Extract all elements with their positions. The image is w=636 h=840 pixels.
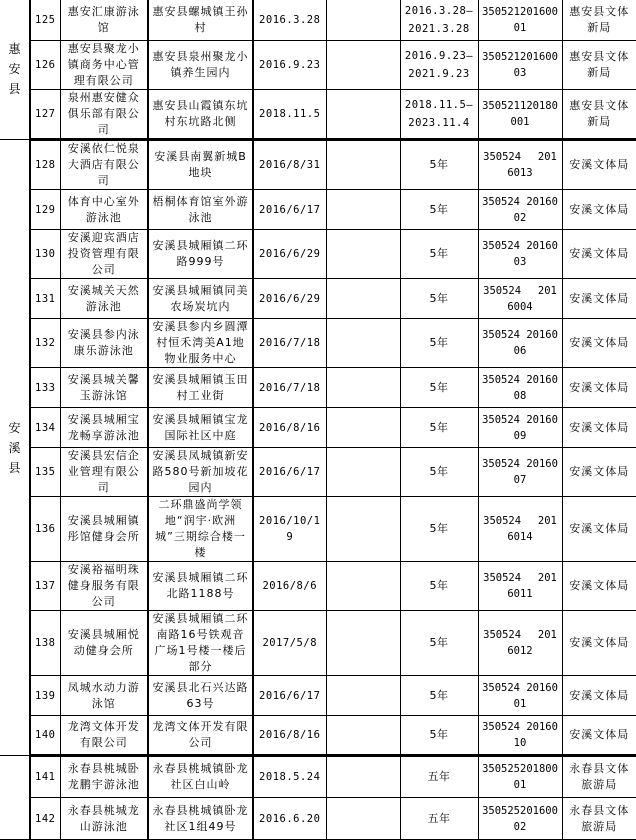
validity-period: 5年 [400,190,478,230]
row-number: 138 [30,611,60,676]
table-row [0,798,636,840]
facility-name: 安溪县宏信企业管理有限公司 [60,448,148,497]
facility-address: 安溪县凤城镇新安路580号新加坡花园内 [148,448,253,497]
facility-address: 安溪县城厢镇宝龙国际社区中庭 [148,408,253,448]
table-row [0,230,636,279]
issue-date: 2016/6/17 [253,676,326,716]
validity-period: 5年 [400,497,478,562]
license-number: 350524 2016006 [478,319,562,368]
license-number: 350524 2016014 [478,497,562,562]
license-number: 35052520160002 [478,798,562,840]
facility-name: 安溪县城关馨玉游泳馆 [60,368,148,408]
license-number: 350524 2016001 [478,676,562,716]
row-number: 136 [30,497,60,562]
row-number: 131 [30,279,60,319]
validity-period: 5年 [400,562,478,611]
facility-address: 安溪县北石兴达路63号 [148,676,253,716]
facility-name: 永春县桃城龙山游泳池 [60,798,148,840]
facility-address: 永春县桃城镇卧龙社区1组49号 [148,798,253,840]
empty-cell [326,448,400,497]
issue-date: 2018.11.5 [253,90,326,140]
validity-period: 5年 [400,676,478,716]
validity-period: 5年 [400,716,478,756]
facility-name: 惠安汇康游泳馆 [60,0,148,41]
validity-period: 2016.9.23–​2021.9.23 [400,41,478,90]
issue-date: 2016/6/29 [253,230,326,279]
validity-period: 5年 [400,319,478,368]
table-row [0,41,636,90]
table-row [0,319,636,368]
facility-address: 安溪县城厢镇玉田村工业街 [148,368,253,408]
validity-period: 5年 [400,448,478,497]
validity-period: 5年 [400,140,478,190]
license-number: 350524 2016007 [478,448,562,497]
issuing-authority: 惠安县文体新局 [562,0,636,41]
facility-name: 安溪县参内泳康乐游泳池 [60,319,148,368]
empty-cell [326,140,400,190]
region-cell [0,140,30,756]
issuing-authority: 安溪文体局 [562,319,636,368]
issue-date: 2016/8/16 [253,408,326,448]
table-row [0,497,636,562]
table-row [0,611,636,676]
license-number: 350524 2016011 [478,562,562,611]
facility-address: 安溪县城厢镇二环南路16号铁观音广场1号楼一楼后部分 [148,611,253,676]
facility-address: 龙湾文体开发有限公司 [148,716,253,756]
facility-address: 梧桐体育馆室外游泳池 [148,190,253,230]
facility-name: 安溪迎宾酒店投资管理有限公司 [60,230,148,279]
issue-date: 2016/10/19 [253,497,326,562]
license-number: 350524 2016004 [478,279,562,319]
issue-date: 2016.3.28 [253,0,326,41]
table-row [0,140,636,190]
table-row [0,716,636,756]
row-number: 135 [30,448,60,497]
row-number: 142 [30,798,60,840]
facility-name: 安溪县城厢悦动健身会所 [60,611,148,676]
empty-cell [326,319,400,368]
row-number: 134 [30,408,60,448]
row-number: 139 [30,676,60,716]
issuing-authority: 安溪文体局 [562,611,636,676]
issue-date: 2016/8/16 [253,716,326,756]
issue-date: 2016/6/17 [253,448,326,497]
issuing-authority: 安溪文体局 [562,230,636,279]
table-row [0,408,636,448]
issue-date: 2016.9.23 [253,41,326,90]
row-number: 133 [30,368,60,408]
issuing-authority: 安溪文体局 [562,497,636,562]
issue-date: 2016/8/6 [253,562,326,611]
row-number: 137 [30,562,60,611]
region-cell [0,0,30,140]
issuing-authority: 安溪文体局 [562,408,636,448]
issuing-authority: 安溪文体局 [562,676,636,716]
empty-cell [326,408,400,448]
row-number: 127 [30,90,60,140]
empty-cell [326,368,400,408]
license-number: 350524 2016012 [478,611,562,676]
issuing-authority: 惠安县文体新局 [562,90,636,140]
empty-cell [326,0,400,41]
row-number: 130 [30,230,60,279]
empty-cell [326,41,400,90]
table-row [0,190,636,230]
issue-date: 2016.6.20 [253,798,326,840]
row-number: 129 [30,190,60,230]
validity-period: 五年 [400,798,478,840]
region-cell [0,756,30,840]
issuing-authority: 永春县文体旅游局 [562,756,636,798]
table-row [0,756,636,798]
issuing-authority: 安溪文体局 [562,368,636,408]
facility-name: 安溪县城厢宝龙畅享游泳池 [60,408,148,448]
validity-period: 2016.3.28–​2021.3.28 [400,0,478,41]
empty-cell [326,562,400,611]
empty-cell [326,676,400,716]
license-number: 350524 2016009 [478,408,562,448]
validity-period: 5年 [400,279,478,319]
empty-cell [326,190,400,230]
facility-name: 体育中心室外游泳池 [60,190,148,230]
issuing-authority: 安溪文体局 [562,716,636,756]
facility-address: 惠安县山霞镇东坑村东坑路北侧 [148,90,253,140]
license-number: 350524 2016002 [478,190,562,230]
row-number: 126 [30,41,60,90]
row-number: 140 [30,716,60,756]
empty-cell [326,279,400,319]
validity-period: 5年 [400,368,478,408]
facility-name: 安溪裕福明珠健身服务有限公司 [60,562,148,611]
facility-name: 凤城水动力游泳馆 [60,676,148,716]
license-number: 350521120180001 [478,90,562,140]
facility-address: 安溪县南翼新城B地块 [148,140,253,190]
facility-name: 安溪城关天然游泳池 [60,279,148,319]
table-row [0,90,636,140]
issue-date: 2016/6/17 [253,190,326,230]
table-row [0,562,636,611]
issuing-authority: 安溪文体局 [562,140,636,190]
issuing-authority: 安溪文体局 [562,448,636,497]
issue-date: 2016/6/29 [253,279,326,319]
row-number: 132 [30,319,60,368]
table-row [0,368,636,408]
issue-date: 2016/8/31 [253,140,326,190]
license-number: 35052120160003 [478,41,562,90]
facility-name: 安溪依仁悦泉大酒店有限公司 [60,140,148,190]
facility-address: 安溪县城厢镇二环北路1188号 [148,562,253,611]
issuing-authority: 永春县文体旅游局 [562,798,636,840]
facility-name: 惠安县聚龙小镇商务中心管理有限公司 [60,41,148,90]
empty-cell [326,90,400,140]
validity-period: 5年 [400,408,478,448]
facility-name: 泉州惠安健众俱乐部有限公司 [60,90,148,140]
empty-cell [326,756,400,798]
facility-address: 惠安县螺城镇王孙村 [148,0,253,41]
issuing-authority: 惠安县文体新局 [562,41,636,90]
validity-period: 5年 [400,611,478,676]
validity-period: 5年 [400,230,478,279]
license-number: 350524 2016008 [478,368,562,408]
empty-cell [326,716,400,756]
empty-cell [326,230,400,279]
empty-cell [326,798,400,840]
validity-period: 2018.11.5–​2023.11.4 [400,90,478,140]
table-row [0,448,636,497]
facility-address: 安溪县参内乡圆潭村恒禾湾美A1地物业服务中心 [148,319,253,368]
facility-address: 安溪县城厢镇同美农场炭坑内 [148,279,253,319]
facility-name: 龙湾文体开发有限公司 [60,716,148,756]
row-number: 125 [30,0,60,41]
table-row [0,676,636,716]
issue-date: 2017/5/8 [253,611,326,676]
facility-name: 安溪县城厢镇彤馆健身会所 [60,497,148,562]
facility-name: 永春县桃城卧龙鹏宇游泳池 [60,756,148,798]
issuing-authority: 安溪文体局 [562,190,636,230]
license-number: 350524 2016013 [478,140,562,190]
issuing-authority: 安溪文体局 [562,562,636,611]
license-number: 350524 2016003 [478,230,562,279]
license-number: 35052520180001 [478,756,562,798]
row-number: 141 [30,756,60,798]
issue-date: 2016/7/18 [253,368,326,408]
license-number: 350524 2016010 [478,716,562,756]
table-row [0,279,636,319]
issue-date: 2018.5.24 [253,756,326,798]
validity-period: 五年 [400,756,478,798]
facility-address: 惠安县泉州聚龙小镇养生园内 [148,41,253,90]
region-label: 安溪县 [8,420,21,475]
row-number: 128 [30,140,60,190]
facility-address: 安溪县城厢镇二环路999号 [148,230,253,279]
region-label: 惠安县 [8,42,21,96]
table-row [0,0,636,41]
empty-cell [326,497,400,562]
facility-address: 永春县桃城镇卧龙社区白山岭 [148,756,253,798]
empty-cell [326,611,400,676]
issuing-authority: 安溪文体局 [562,279,636,319]
facility-address: 二环鼎盛尚学领地“润宇·欧洲城”三期综合楼一楼 [148,497,253,562]
issue-date: 2016/7/18 [253,319,326,368]
license-number: 35052120160001 [478,0,562,41]
